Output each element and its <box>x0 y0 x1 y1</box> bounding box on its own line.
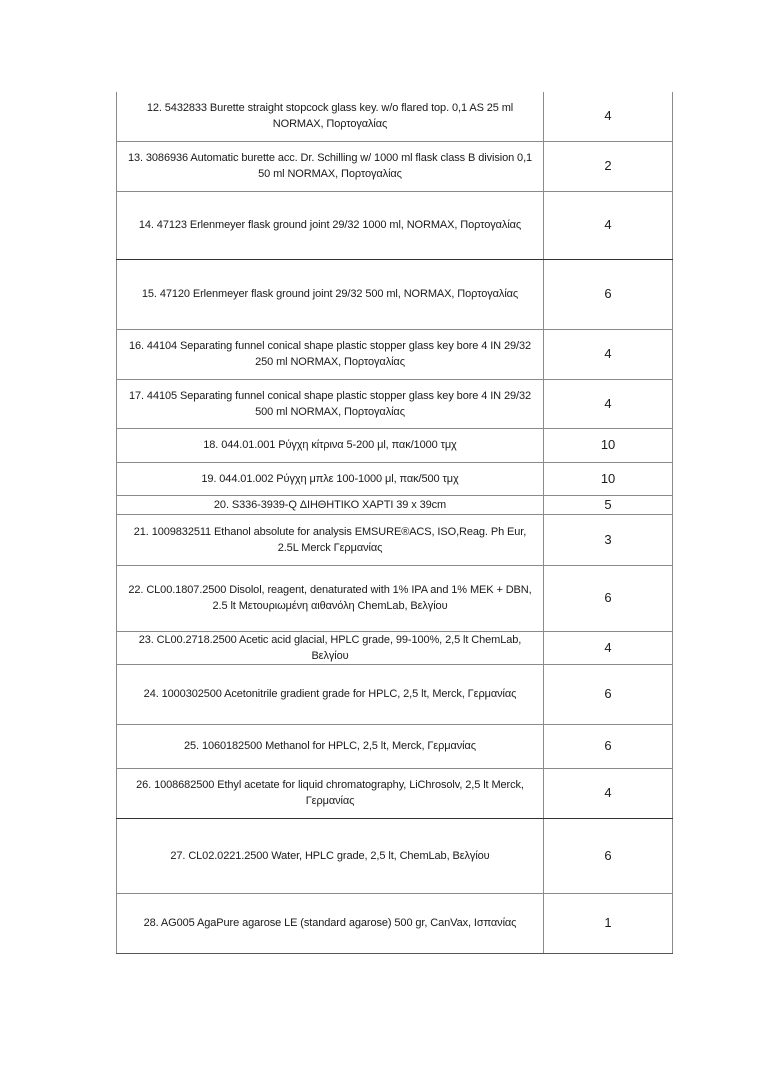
item-description: 18. 044.01.001 Ρύγχη κίτρινα 5-200 μl, πακ/1000 τμχ <box>117 428 544 462</box>
item-quantity: 6 <box>544 724 673 768</box>
table-row <box>117 495 673 514</box>
item-description: 17. 44105 Separating funnel conical shape plastic stopper glass key bore 4 IN 29/32 500 ml NORMAX, Πορτογαλίας <box>117 379 544 428</box>
table-row <box>117 92 673 141</box>
item-description: 13. 3086936 Automatic burette acc. Dr. Schilling w/ 1000 ml flask class B division 0,1 50 ml NORMAX, Πορτογαλίας <box>117 141 544 191</box>
item-quantity: 1 <box>544 893 673 953</box>
table-row <box>117 768 673 818</box>
item-description: 28. AG005 AgaPure agarose LE (standard agarose) 500 gr, CanVax, Ισπανίας <box>117 893 544 953</box>
table-row <box>117 329 673 379</box>
table-row <box>117 565 673 631</box>
item-description: 25. 1060182500 Methanol for HPLC, 2,5 lt, Merck, Γερμανίας <box>117 724 544 768</box>
table-row <box>117 818 673 893</box>
item-description: 22. CL00.1807.2500 Disolol, reagent, denaturated with 1% IPA and 1% MEK + DBN, 2.5 lt Μετουριωμένη αιθανόλη ChemLab, Βελγίου <box>117 565 544 631</box>
item-quantity: 6 <box>544 818 673 893</box>
table-row <box>117 379 673 428</box>
item-quantity: 4 <box>544 768 673 818</box>
item-description: 19. 044.01.002 Ρύγχη μπλε 100-1000 μl, πακ/500 τμχ <box>117 462 544 495</box>
item-quantity: 4 <box>544 379 673 428</box>
items-table <box>116 92 673 954</box>
table-row <box>117 141 673 191</box>
item-quantity: 6 <box>544 664 673 724</box>
item-quantity: 4 <box>544 191 673 259</box>
item-description: 20. S336-3939-Q ΔΙΗΘΗΤΙΚΟ ΧΑΡΤΙ 39 x 39cm <box>117 495 544 514</box>
item-quantity: 2 <box>544 141 673 191</box>
table-row <box>117 428 673 462</box>
table-row <box>117 514 673 565</box>
items-table-body <box>117 92 673 953</box>
item-quantity: 10 <box>544 462 673 495</box>
table-row <box>117 893 673 953</box>
item-quantity: 4 <box>544 329 673 379</box>
item-description: 14. 47123 Erlenmeyer flask ground joint 29/32 1000 ml, NORMAX, Πορτογαλίας <box>117 191 544 259</box>
item-quantity: 6 <box>544 259 673 329</box>
item-description: 27. CL02.0221.2500 Water, HPLC grade, 2,5 lt, ChemLab, Βελγίου <box>117 818 544 893</box>
item-description: 23. CL00.2718.2500 Acetic acid glacial, HPLC grade, 99-100%, 2,5 lt ChemLab, Βελγίου <box>117 631 544 664</box>
item-quantity: 5 <box>544 495 673 514</box>
item-quantity: 10 <box>544 428 673 462</box>
table-row <box>117 631 673 664</box>
table-row <box>117 462 673 495</box>
item-description: 21. 1009832511 Ethanol absolute for analysis EMSURE®ACS, ISO,Reag. Ph Eur, 2.5L Merck Γερμανίας <box>117 514 544 565</box>
item-description: 15. 47120 Erlenmeyer flask ground joint 29/32 500 ml, NORMAX, Πορτογαλίας <box>117 259 544 329</box>
table-row <box>117 664 673 724</box>
item-quantity: 4 <box>544 631 673 664</box>
item-quantity: 4 <box>544 92 673 141</box>
item-description: 16. 44104 Separating funnel conical shape plastic stopper glass key bore 4 IN 29/32 250 ml NORMAX, Πορτογαλίας <box>117 329 544 379</box>
item-quantity: 6 <box>544 565 673 631</box>
table-row <box>117 191 673 259</box>
table-row <box>117 259 673 329</box>
item-quantity: 3 <box>544 514 673 565</box>
table-row <box>117 724 673 768</box>
item-description: 12. 5432833 Burette straight stopcock glass key. w/o flared top. 0,1 AS 25 ml NORMAX, Πορτογαλίας <box>117 92 544 141</box>
item-description: 24. 1000302500 Acetonitrile gradient grade for HPLC, 2,5 lt, Merck, Γερμανίας <box>117 664 544 724</box>
item-description: 26. 1008682500 Ethyl acetate for liquid chromatography, LiChrosolv, 2,5 lt Merck, Γερμανίας <box>117 768 544 818</box>
